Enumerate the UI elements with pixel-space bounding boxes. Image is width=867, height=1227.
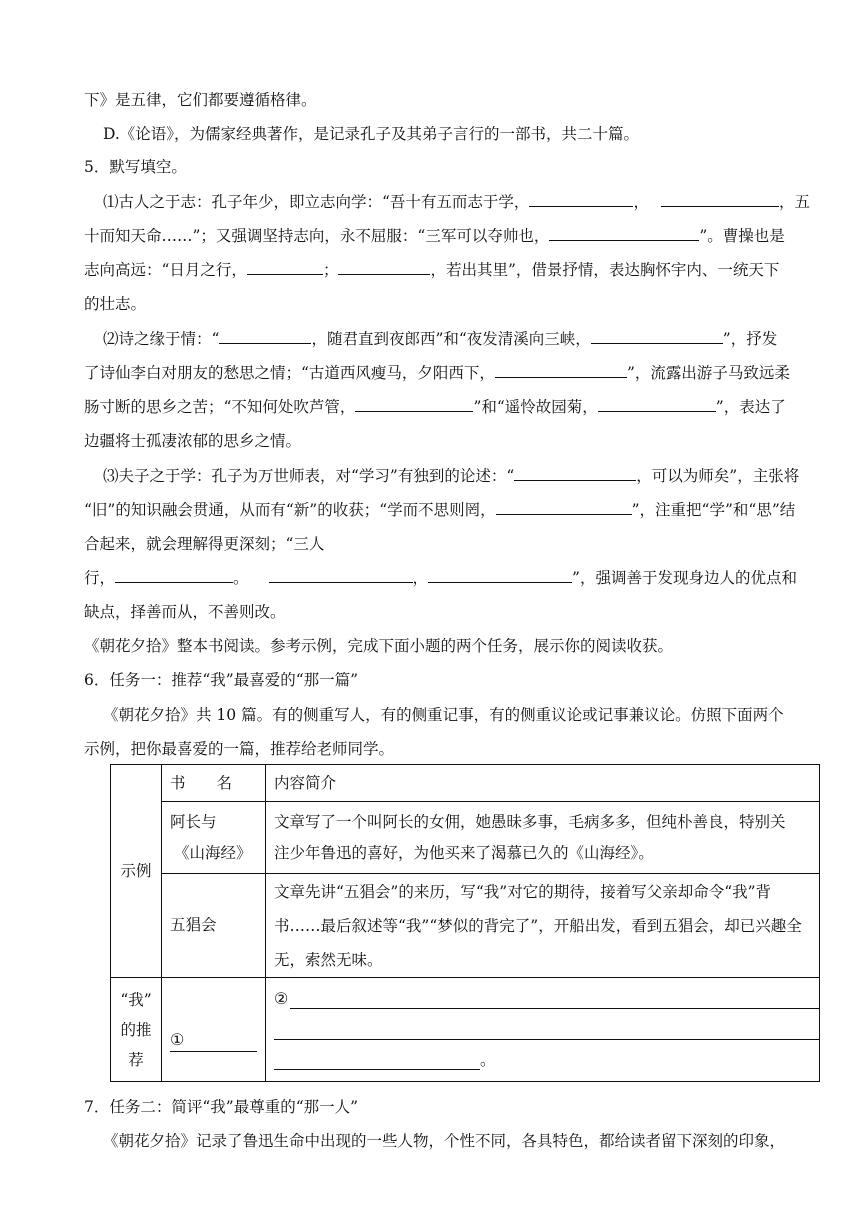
q5-part2-line4: 边疆将士孤凄浓郁的思乡之情。 xyxy=(84,432,302,450)
reading-intro: 《朝花夕拾》整本书阅读。参考示例，完成下面小题的两个任务，展示你的阅读收获。 xyxy=(84,637,674,655)
fill-blank[interactable] xyxy=(591,328,723,344)
fill-blank[interactable] xyxy=(247,259,323,275)
q5-part1-line4: 的壮志。 xyxy=(84,295,147,313)
fill-blank[interactable] xyxy=(495,362,627,378)
fill-blank[interactable] xyxy=(338,259,430,275)
fill-blank[interactable] xyxy=(428,567,572,583)
q5-part3-line2: “旧”的知识融会贯通，从而有“新”的收获；“学而不思则罔， ”，注重把“学”和“思”结 xyxy=(84,501,796,519)
header-name: 书 名 xyxy=(162,765,266,802)
fill-blank[interactable] xyxy=(661,191,779,207)
recommend-name-cell[interactable]: ① xyxy=(162,978,266,1082)
q5-part3-line4: 行， 。 ， ”，强调善于发现身边人的优点和 xyxy=(84,569,797,587)
q5-part2-line2: 了诗仙李白对朋友的愁思之情；“古道西风瘦马，夕阳西下， ”，流露出游子马致远柔 xyxy=(84,364,790,382)
question-6-text-1: 《朝花夕拾》共 10 篇。有的侧重写人，有的侧重记事，有的侧重议论或记事兼议论。仿照下面两个 xyxy=(103,706,784,724)
option-d: D.《论语》，为儒家经典著作，是记录孔子及其弟子言行的一部书，共二十篇。 xyxy=(103,125,640,143)
q5-part3-line5: 缺点，择善而从，不善则改。 xyxy=(84,603,286,621)
q5-part2-line3: 肠寸断的思乡之苦；“不知何处吹芦管， ”和“遥怜故园菊， ”，表达了 xyxy=(84,398,786,416)
question-6-text-2: 示例，把你最喜爱的一篇，推荐给老师同学。 xyxy=(84,740,395,758)
fill-blank[interactable] xyxy=(598,396,716,412)
row1-desc: 文章写了一个叫阿长的女佣，她愚昧多事，毛病多多，但纯朴善良，特别关 注少年鲁迅的喜好，为他买来了渴慕已久的《山海经》。 xyxy=(266,802,820,874)
question-6-title: 6．任务一：推荐“我”最喜爱的“那一篇” xyxy=(84,671,359,689)
example-label-cell: 示例 xyxy=(111,765,162,978)
fill-blank[interactable] xyxy=(115,567,233,583)
question-7-title: 7．任务二：简评“我”最尊重的“那一人” xyxy=(84,1098,359,1116)
fill-blank[interactable] xyxy=(355,396,473,412)
question-7-text: 《朝花夕拾》记录了鲁迅生命中出现的一些人物，个性不同，各具特色，都给读者留下深刻的印象， xyxy=(103,1132,786,1150)
row2-name: 五猖会 xyxy=(162,874,266,978)
recommend-label-cell: “我” 的推 荐 xyxy=(111,978,162,1082)
q5-part1-line3: 志向高远：“日月之行， ； ，若出其里”，借景抒情，表达胸怀宇内、一统天下 xyxy=(84,261,780,279)
text-line: 下》是五律，它们都要遵循格律。 xyxy=(84,91,317,109)
question-5-title: 5．默写填空。 xyxy=(84,158,187,176)
fill-blank[interactable] xyxy=(514,465,636,481)
q5-part3-line1: ⑶夫子之于学：孔子为万世师表，对“学习”有独到的论述：“ ，可以为师矣”，主张将 xyxy=(103,467,800,485)
q5-part1-line1: ⑴古人之于志：孔子年少，即立志向学：“吾十有五而志于学， ， ，五 xyxy=(103,193,810,211)
header-desc: 内容简介 xyxy=(266,765,820,802)
q5-part1-line2: 十而知天命……”；又强调坚持志向，永不屈服：“三军可以夺帅也， ”。曹操也是 xyxy=(84,227,785,245)
recommendation-table xyxy=(110,764,820,1082)
fill-blank[interactable] xyxy=(549,225,699,241)
fill-blank[interactable] xyxy=(496,499,632,515)
row1-name: 阿长与 《山海经》 xyxy=(162,802,266,874)
fill-blank[interactable] xyxy=(219,328,311,344)
fill-blank[interactable] xyxy=(529,191,633,207)
fill-blank[interactable] xyxy=(269,567,413,583)
recommend-desc-cell[interactable]: ② 。 xyxy=(266,978,820,1082)
row2-desc: 文章先讲“五猖会”的来历，写“我”对它的期待，接着写父亲却命令“我”背 书……最后叙述等“我”“梦似的背完了”，开船出发，看到五猖会，却已兴趣全 无，索然无味。 xyxy=(266,874,820,978)
q5-part3-line3: 合起来，就会理解得更深刻；“三人 xyxy=(84,535,325,553)
q5-part2-line1: ⑵诗之缘于情：“ ，随君直到夜郎西”和“夜发清溪向三峡， ”，抒发 xyxy=(103,330,778,348)
